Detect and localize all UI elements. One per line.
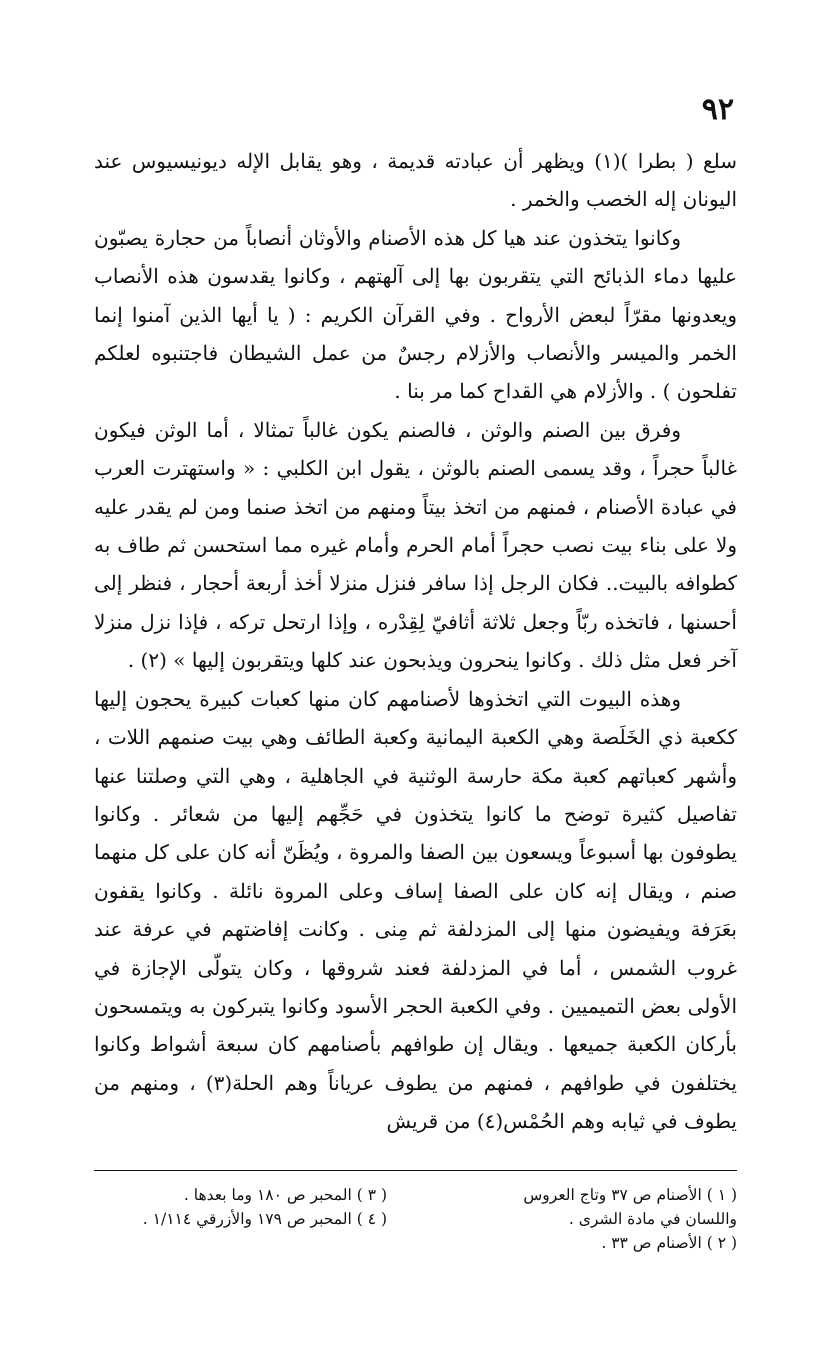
footnotes-left-column <box>67 1183 387 1231</box>
page-number: ٩٢ <box>701 92 734 127</box>
paragraph-4: وهذه البيوت التي اتخذوها لأصنامهم كان منها كعبات كبيرة يحجون إليها ككعبة ذي الخَلَصة وهي الكعبة اليمانية وكعبة الطائف وهي بيت صنمهم اللات ، وأشهر كعباتهم كعبة مكة حارسة الوثنية في الجاهلية ، وهي التي وصلتنا عنها تفاصيل كثيرة توضح ما كانوا يتخذون في حَجِّهم إليها من شعائر . وكانوا يطوفون بها أسبوعاً ويسعون بين الصفا والمروة ، ويُظَنّ أنه كان على كل منهما صنم ، ويقال إنه كان على الصفا إساف وعلى المروة نائلة . وكانوا يقفون بعَرَفة ويفيضون منها إلى المزدلفة ثم مِنى . وكانت إفاضتهم في عرفة عند غروب الشمس ، أما في المزدلفة فعند شروقها ، وكان يتولّى الإجازة في الأولى بعض التميميين . وفي الكعبة الحجر الأسود وكانوا يتبركون به ويتمسحون بأركان الكعبة جميعها . ويقال إن طوافهم بأصنامهم كان سبعة أشواط وكانوا يختلفون في طوافهم ، فمنهم من يطوف عرياناً وهم الحلة(٣) ، ومنهم من يطوف في ثيابه وهم الحُمْس(٤) من قريش <box>94 686 737 1134</box>
paragraph-1: سلع ( بطرا )(١) ويظهر أن عبادته قديمة ، وهو يقابل الإله ديونيسيوس عند اليونان إله الخصب والخمر . <box>94 149 737 212</box>
paragraph-3: وفرق بين الصنم والوثن ، فالصنم يكون غالباً تمثالا ، أما الوثن فيكون غالباً حجراً ، وقد يسمى الصنم بالوثن ، يقول ابن الكلبي : « واستهترت العرب في عبادة الأصنام ، فمنهم من اتخذ بيتاً ومنهم من اتخذ صنما ومن لم يقدر عليه ولا على بناء بيت نصب حجراً أمام الحرم وأمام غيره مما استحسن ثم طاف به كطوافه بالبيت.. فكان الرجل إذا سافر فنزل منزلا أخذ أربعة أحجار ، فنظر إلى أحسنها ، فاتخذه ربّاً وجعل ثلاثة أثافيّ لِقِدْره ، وإذا ارتحل تركه ، فإذا نزل منزلا آخر فعل مثل ذلك . وكانوا ينحرون ويذبحون عند كلها ويتقربون إليها » (٢) . <box>94 417 737 673</box>
main-text <box>94 142 737 1141</box>
paragraph-2: وكانوا يتخذون عند هيا كل هذه الأصنام والأوثان أنصاباً من حجارة يصبّون عليها دماء الذبائح التي يتقربون بها إلى آلهتهم ، وكانوا يقدسون هذه الأنصاب ويعدونها مقرّاً لبعض الأرواح . وفي القرآن الكريم : ( يا أيها الذين آمنوا إنما الخمر والميسر والأنصاب والأزلام رجسٌ من عمل الشيطان فاجتنبوه لعلكم تفلحون ) . والأزلام هي القداح كما مر بنا . <box>94 225 737 404</box>
footnote-4: ( ٤ ) المحبر ص ١٧٩ والأزرقي ١/١١٤ . <box>142 1210 387 1228</box>
footnote-2: ( ٢ ) الأصنام ص ٣٣ . <box>601 1234 737 1252</box>
footnote-3: ( ٣ ) المحبر ص ١٨٠ وما بعدها . <box>183 1186 387 1204</box>
footnote-1: ( ١ ) الأصنام ص ٣٧ وتاج العروس <box>523 1186 737 1204</box>
footnote-separator <box>94 1170 737 1171</box>
footnote-1-continuation: واللسان في مادة الشرى . <box>568 1210 737 1228</box>
footnotes-right-column <box>417 1183 737 1255</box>
